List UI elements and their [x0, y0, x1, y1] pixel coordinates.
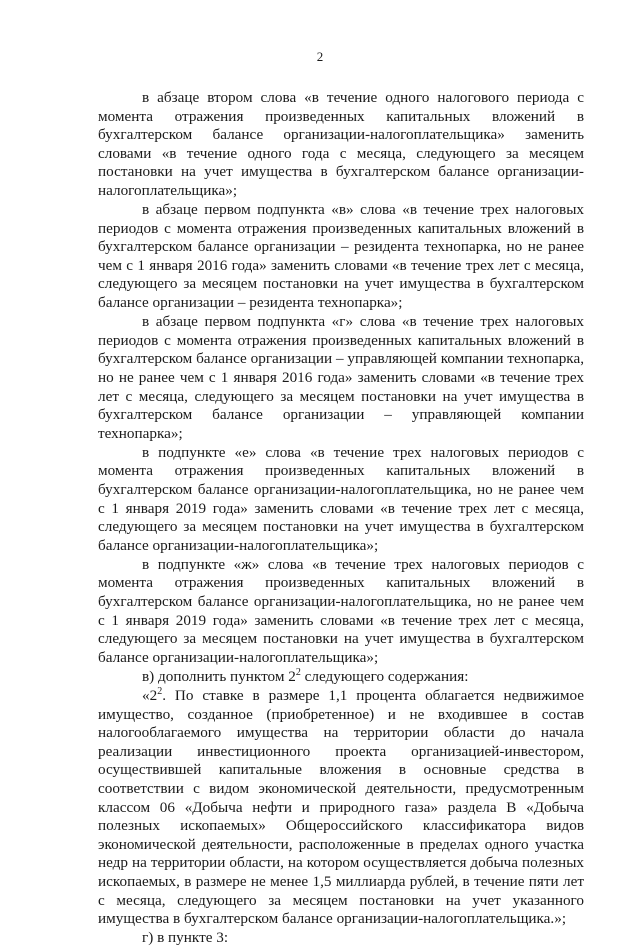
paragraph-podpunkt-g: в абзаце первом подпункта «г» слова «в течение трех налоговых периодов с момента отражения произведенных капитальных вложений в бухгалтерском балансе организации – управляющей компании технопарка, но не ранее чем с 1 января 2016 года» заменить словами «в течение трех лет с месяца, следующего за месяцем постановки на учет имущества в бухгалтерском балансе организации – управляющей компании технопарка»;: [98, 313, 584, 442]
item-v-before: в) дополнить пунктом 2: [142, 667, 296, 685]
document-body: [98, 89, 584, 948]
paragraph-podpunkt-e: в подпункте «е» слова «в течение трех налоговых периодов с момента отражения произведенных капитальных вложений в бухгалтерском балансе организации-налогоплательщика, но не ранее чем с 1 января 2019 года» заменить словами «в течение трех лет с месяца, следующего за месяцем постановки на учет имущества в бухгалтерском балансе организации-налогоплательщика»;: [98, 443, 584, 554]
paragraph-item-g: г) в пункте 3:: [142, 929, 229, 947]
page-number: 2: [316, 49, 324, 64]
item-v-after: следующего содержания:: [300, 667, 469, 685]
new-point-open: «2: [142, 687, 158, 704]
item-v-superscript: 2: [295, 666, 301, 678]
paragraph-new-point: [98, 687, 584, 929]
paragraph-abzac-vtoroy: в абзаце втором слова «в течение одного налогового периода с момента отражения произведенных капитальных вложений в бухгалтерском балансе организации-налогоплательщика» заменить словами «в течение одного года с месяца, следующего за месяцем постановки на учет имущества в бухгалтерском балансе организации-налогоплательщика»;: [98, 89, 584, 199]
paragraph-podpunkt-v: в абзаце первом подпункта «в» слова «в течение трех налоговых периодов с момента отражения произведенных капитальных вложений в бухгалтерском балансе организации – резидента технопарка, но не ранее чем с 1 января 2016 года» заменить словами «в течение трех лет с месяца, следующего за месяцем постановки на учет имущества в бухгалтерском балансе организации – резидента технопарка»;: [98, 201, 584, 312]
new-point-text: . По ставке в размере 1,1 процента облагается недвижимое имущество, созданное (приобретенное) и не входившее в состав налогооблагаемого имущества на территории области до начала реализации инвестиционного проекта организацией-инвестором, осуществившей капитальные вложения в основные средства в соответствии с видом экономической деятельности, предусмотренным классом 06 «Добыча нефти и природного газа» раздела В «Добыча полезных ископаемых» Общероссийского классификатора видов экономической деятельности, расположенные в пределах одного участка недр на территории области, на котором осуществляется добыча полезных ископаемых, в размере не менее 1,5 миллиарда рублей, в течение пяти лет с месяца, следующего за месяцем постановки на учет указанного имущества в бухгалтерском балансе организации-налогоплательщика.»;: [98, 687, 584, 928]
paragraph-podpunkt-zh: в подпункте «ж» слова «в течение трех налоговых периодов с момента отражения произведенных капитальных вложений в бухгалтерском балансе организации-налогоплательщика, но не ранее чем с 1 января 2019 года» заменить словами «в течение трех лет с месяца, следующего за месяцем постановки на учет имущества в бухгалтерском балансе организации-налогоплательщика»;: [98, 555, 584, 666]
paragraph-item-v: [98, 668, 584, 687]
new-point-superscript: 2: [157, 686, 163, 697]
